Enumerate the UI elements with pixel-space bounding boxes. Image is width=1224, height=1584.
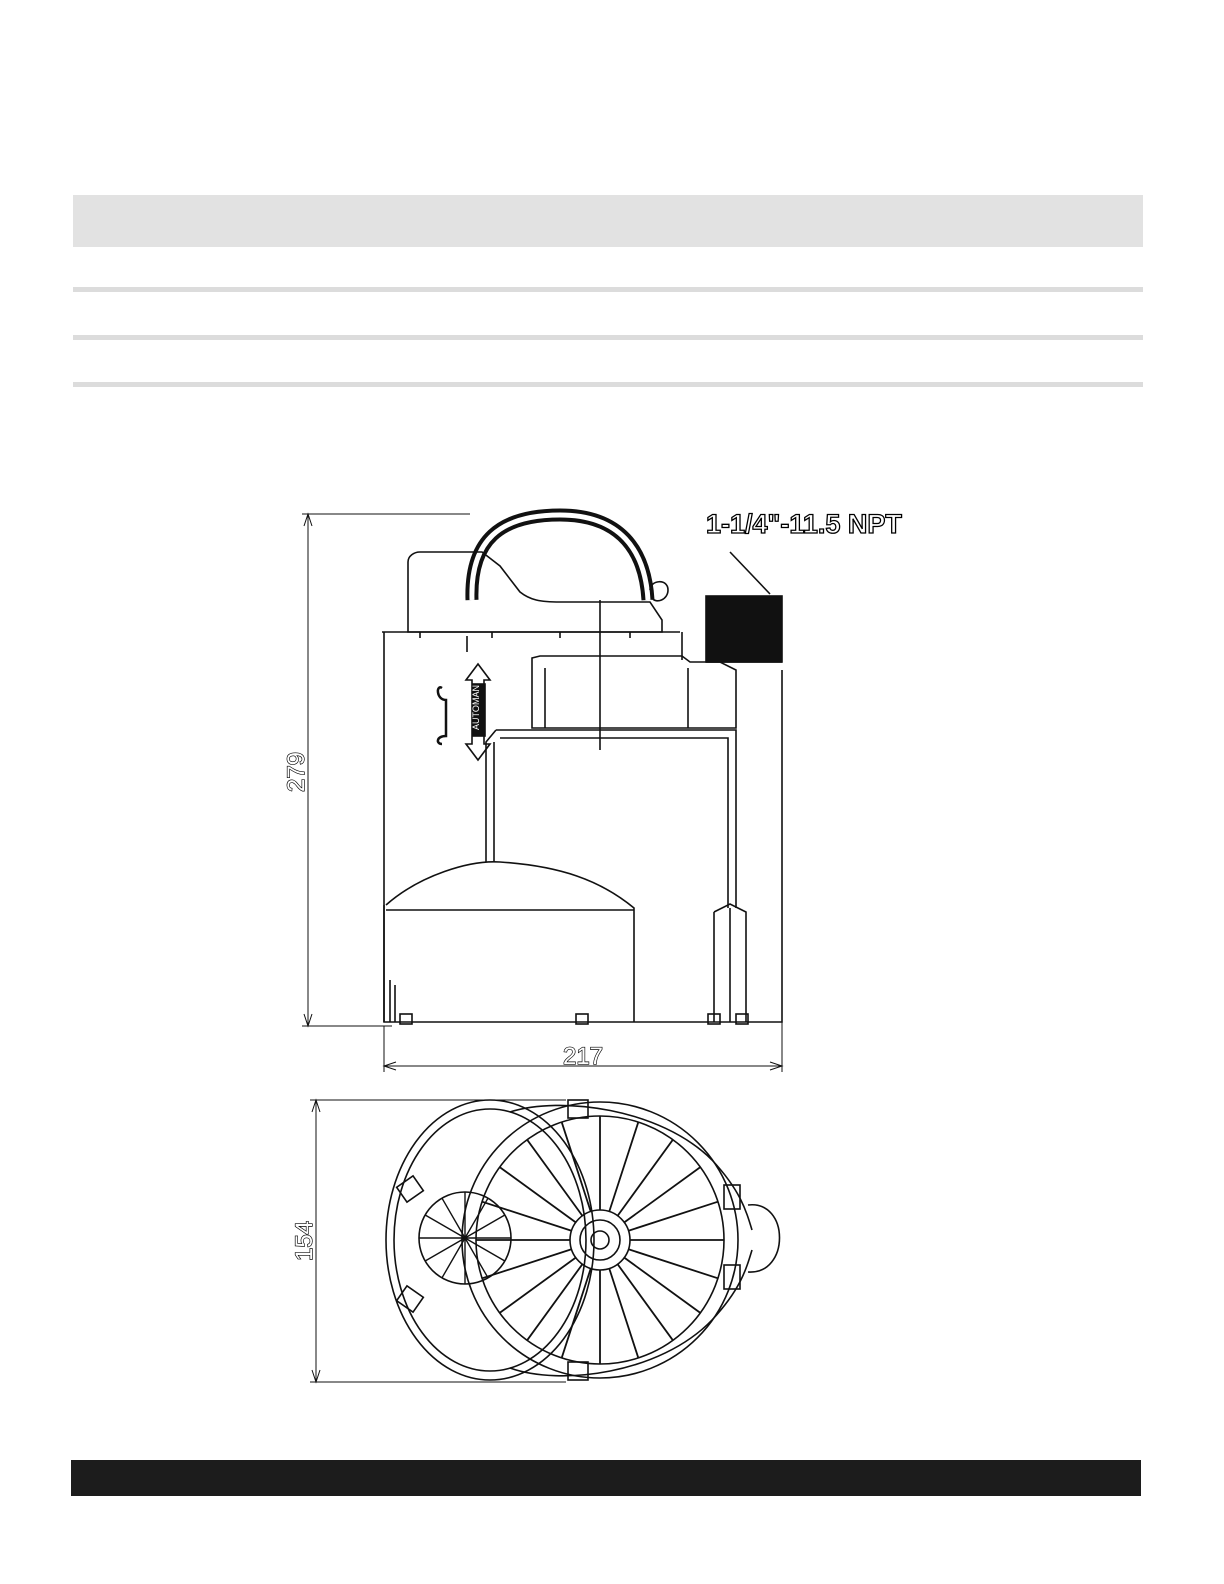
- height-dimension: [283, 514, 470, 1026]
- pump-bottom-view: [386, 1100, 780, 1380]
- pump-side-view: [382, 515, 782, 1024]
- impeller-spoke: [482, 1249, 571, 1278]
- switch-manual-label: MAN: [471, 685, 481, 705]
- impeller-spoke: [500, 1258, 576, 1313]
- depth-dimension-label: 154: [291, 1220, 318, 1262]
- width-dimension-label: 217: [562, 1043, 604, 1070]
- thread-size-label: 1-1/4"-11.5 NPT: [706, 509, 902, 539]
- impeller-spoke: [618, 1264, 673, 1340]
- impeller-spoke: [562, 1122, 591, 1211]
- footer-band: [71, 1460, 1141, 1496]
- impeller-spoke: [629, 1202, 718, 1231]
- switch-auto-label: AUTO: [471, 705, 481, 730]
- impeller-spoke: [609, 1122, 638, 1211]
- impeller-spoke: [609, 1269, 638, 1358]
- thread-callout: [706, 509, 902, 594]
- impeller-spoke: [562, 1269, 591, 1358]
- impeller-spoke: [629, 1249, 718, 1278]
- height-dimension-label: 279: [283, 751, 310, 793]
- impeller-spoke: [624, 1167, 700, 1222]
- impeller-spoke: [618, 1140, 673, 1216]
- impeller-spoke: [500, 1167, 576, 1222]
- impeller-spoke: [624, 1258, 700, 1313]
- impeller-spoke: [482, 1202, 571, 1231]
